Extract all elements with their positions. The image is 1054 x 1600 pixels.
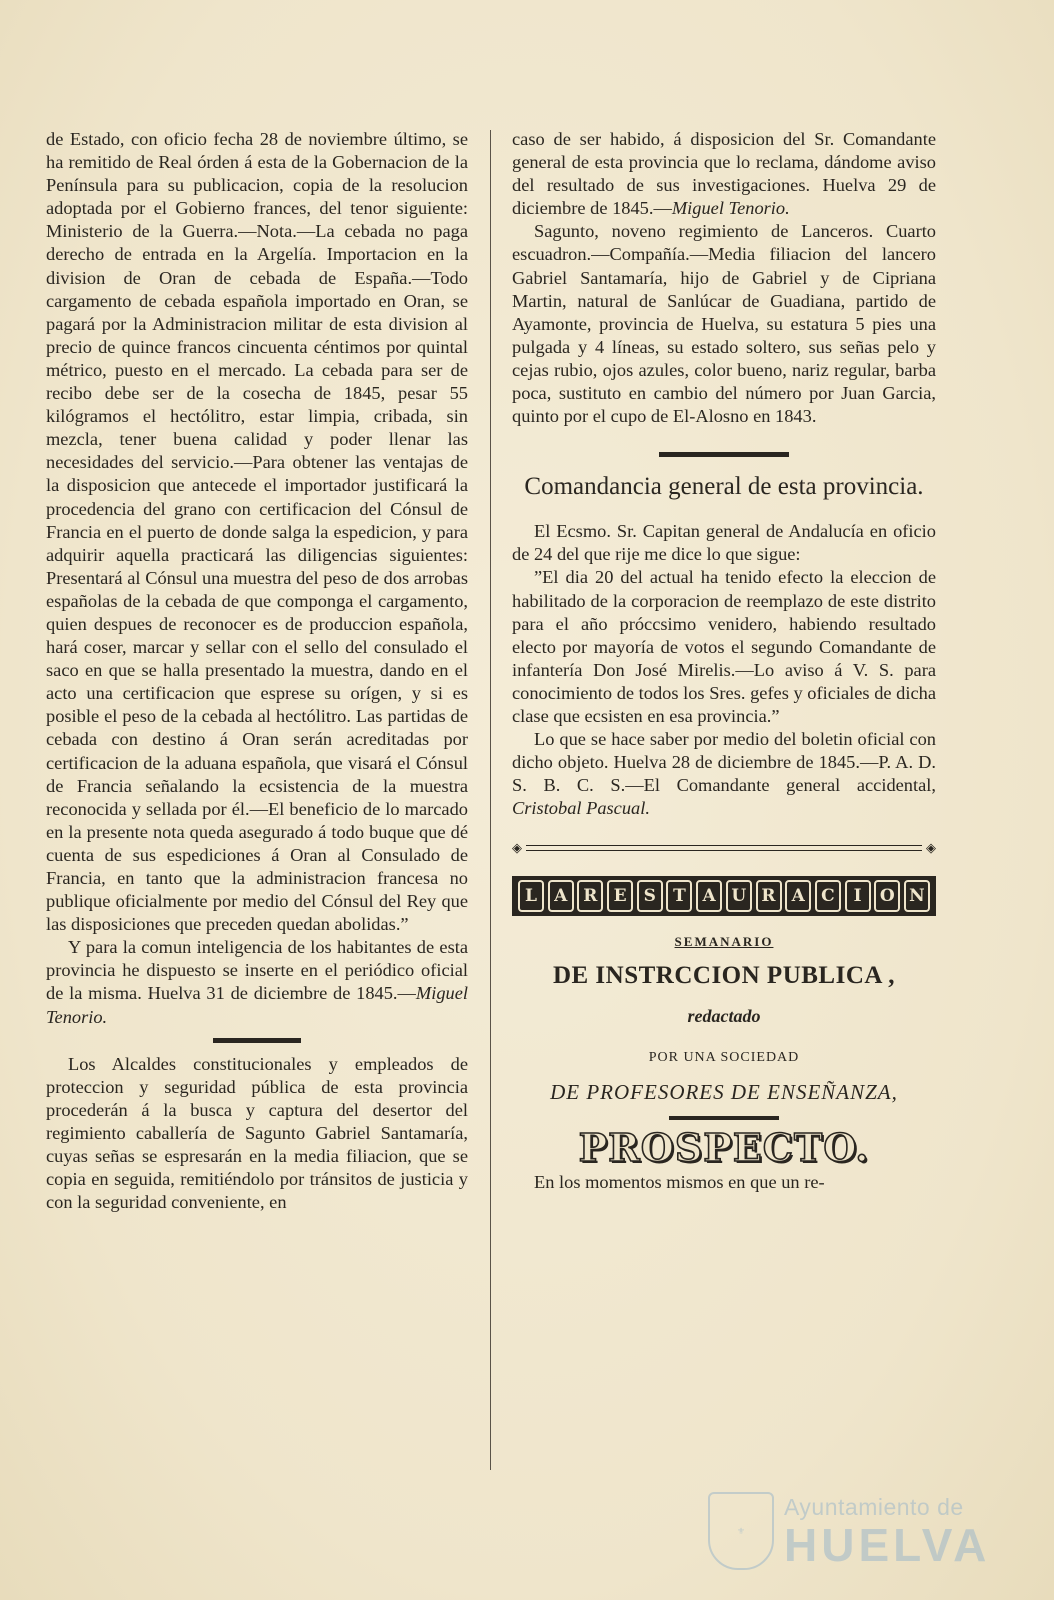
section-divider-2 bbox=[659, 452, 789, 457]
paragraph-media-filiacion: Sagunto, noveno regimiento de Lanceros. Cuarto escuadron.—Compañía.—Media filiacion del lancero Gabriel Santamaría, hijo de Gabriel y de Cipriana Martin, natural de Sanlúcar de Guadiana, partido de Ayamonte, provincia de Huelva, su estatura 5 pies una pulgada y 4 líneas, su estado soltero, sus señas pelo y cejas rubio, ojos azules, color bueno, nariz regular, barba poca, sustituto en cambio del número por Juan Garcia, quinto por el cupo de El-Alosno en 1843. bbox=[512, 221, 936, 427]
paragraph-deserter-continued: caso de ser habido, á disposicion del Sr. Comandante general de esta provincia que lo reclama, dándome aviso del resultado de sus investigaciones. Huelva 29 de diciembre de 1845.—Miguel Tenorio. bbox=[512, 129, 936, 219]
prospecto-heading: PROSPECTO. bbox=[578, 1124, 870, 1170]
column-divider bbox=[490, 130, 491, 1470]
section-heading-comandancia: Comandancia general de esta provincia. bbox=[524, 473, 924, 501]
masthead-la-restauracion: L A R E S T A U R A C I O N bbox=[512, 876, 936, 916]
paragraph-deserter-search: Los Alcaldes constitucionales y empleados de proteccion y seguridad pública de esta provincia procederán á la busca y captura del desertor del regimiento caballería de Sagunto Gabriel Santamaría, cuyas señas se espresarán en la media filiacion, que se copia en seguida, remitiéndolo por tránsitos de justicia y con la seguridad conveniente, en bbox=[46, 1053, 468, 1213]
ornament-left-icon: ◈ bbox=[512, 840, 522, 856]
watermark-line-1: Ayuntamiento de bbox=[784, 1494, 964, 1520]
left-column bbox=[46, 128, 468, 1214]
paragraph-barley-import-notice: de Estado, con oficio fecha 28 de noviembre último, se ha remitido de Real órden á esta de la Gobernacion de la Península para su publicacion, copia de la resolucion adoptada por el Gobierno frances, del tenor siguiente: Ministerio de la Guerra.—Nota.—La cebada no paga derecho de entrada en la Argelía. Importacion en la division de Oran de cebada de España.—Todo cargamento de cebada española importado en Oran, se pagará por la Administracion militar de esta division al precio de quince francos cincuenta céntimos por quintal métrico, puesto en el mercado. La cebada para ser de recibo debe ser de la cosecha de 1845, pesar 55 kilógramos el hectólitro, estar limpia, cribada, sin mezcla, tener buena calidad y poder llenar las necesidades del servicio.—Para obtener las ventajas de la disposicion que antecede el importador justificará la procedencia del grano con certificacion del Cónsul de Francia en el puerto de donde salga la espedicion, y para adquirir aquella practicará las diligencias siguientes: Presentará al Cónsul una muestra del peso de dos arrobas españolas de la cebada de que componga el cargamento, quien despues de reconocer es de produccion española, hará coser, marcar y sellar con el sello del consulado el saco en que se halla presentado la muestra, dando en el acto una certificacion que esprese su orígen, y si es posible el peso de la cebada al hectólitro. Las partidas de cebada con destino á Oran serán acreditadas por certificacion de la aduana española, que visará el Cónsul de Francia señalando la ecsistencia de la muestra reconocida y sellada por él.—El beneficio de lo marcado en la presente nota queda asegurado á todo buque que dé cuenta de sus espediciones á Oran al Consulado de Francia, en tanto que la administracion francesa no publique oficialmente por medio del Cónsul del Rey que las disposiciones que preceden quedan abolidas.” bbox=[46, 129, 468, 935]
por-una-sociedad-label: POR UNA SOCIEDAD bbox=[648, 1049, 800, 1065]
paragraph-publication-order: Y para la comun inteligencia de los habitantes de esta provincia he dispuesto se inserte en el periódico oficial de la misma. Huelva 31 de diciembre de 1845.—Miguel Tenorio. bbox=[46, 937, 468, 1027]
watermark-ayuntamiento-huelva bbox=[708, 1492, 991, 1572]
ornamental-double-rule bbox=[512, 842, 936, 856]
redactado-label: redactado bbox=[687, 1005, 761, 1026]
watermark-line-2: HUELVA bbox=[784, 1519, 991, 1571]
signature-miguel-tenorio: Miguel Tenorio. bbox=[46, 983, 468, 1027]
ornament-right-icon: ◈ bbox=[926, 840, 936, 856]
paragraph-boletin-notice: Lo que se hace saber por medio del boletin oficial con dicho objeto. Huelva 28 de diciembre de 1845.—P. A. D. S. B. C. S.—El Comandante general accidental, Cristobal Pascual. bbox=[512, 729, 936, 819]
instruccion-publica-title: DE INSTRCCION PUBLICA , bbox=[552, 961, 896, 989]
paragraph-capitan-general: El Ecsmo. Sr. Capitan general de Andalucía en oficio de 24 del que rije me dice lo que sigue: bbox=[512, 521, 936, 565]
section-divider-3 bbox=[669, 1116, 779, 1120]
signature-cristobal-pascual: Cristobal Pascual. bbox=[512, 798, 650, 819]
coat-of-arms-icon: ⚜ bbox=[708, 1492, 774, 1570]
profesores-label: DE PROFESORES DE ENSEÑANZA, bbox=[550, 1079, 898, 1104]
semanario-label: SEMANARIO bbox=[674, 934, 774, 950]
section-divider bbox=[213, 1038, 301, 1043]
paragraph-prospecto-start: En los momentos mismos en que un re- bbox=[534, 1172, 825, 1192]
paragraph-quoted-election: ”El dia 20 del actual ha tenido efecto la eleccion de habilitado de la corporacion de reemplazo de este distrito para el año próccsimo venidero, habiendo resultado electo por mayoría de votos el segundo Comandante de infantería Don José Mirelis.—Lo aviso á V. S. para conocimiento de todos los Sres. gefes y oficiales de dicha clase que ecsisten en esa provincia.” bbox=[512, 567, 936, 726]
signature-miguel-tenorio-2: Miguel Tenorio. bbox=[671, 198, 790, 219]
right-column bbox=[512, 128, 936, 1194]
